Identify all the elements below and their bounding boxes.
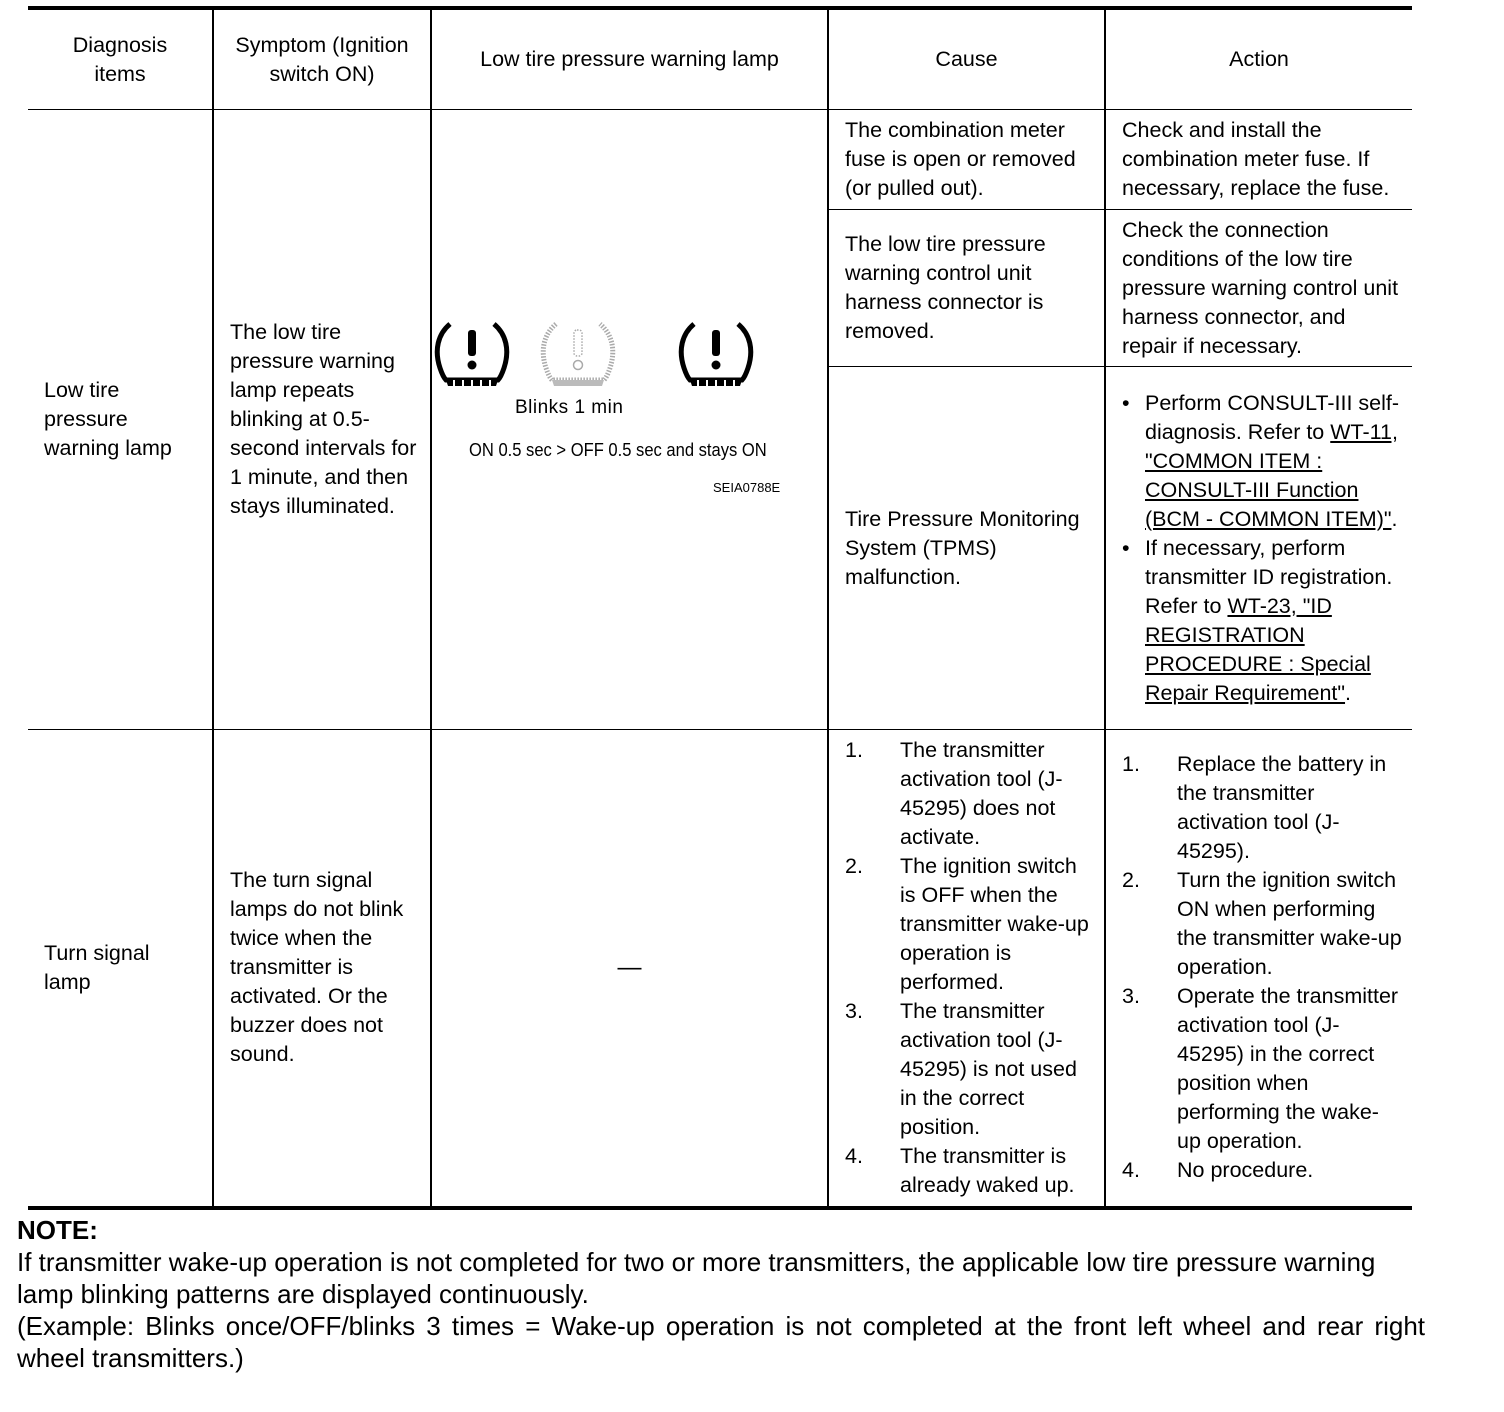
cause-cell: Tire Pressure Monitoring System (TPMS) malfunction. xyxy=(828,367,1105,730)
action-text-end: . xyxy=(1345,680,1352,705)
list-item: 3. The transmitter activation tool (J-45295) is not used in the correct position. xyxy=(845,998,1077,1139)
cause-cell: The low tire pressure warning control unit harness connector is removed. xyxy=(828,210,1105,367)
list-item: 4. No procedure. xyxy=(1122,1158,1314,1183)
symptom-turn-signal: The turn signal lamps do not blink twice when the transmitter is activated. Or the buzzer does not sound. xyxy=(213,730,431,1208)
cause-cell xyxy=(828,730,1105,1208)
action-cell xyxy=(1105,367,1412,730)
header-lamp: Low tire pressure warning lamp xyxy=(431,8,828,110)
action-text: If necessary, perform transmitter ID registration. Refer to xyxy=(1145,535,1393,618)
tire-pressure-warning-icon xyxy=(432,320,512,390)
action-numbered-list xyxy=(1122,750,1402,1185)
list-item: 2. Turn the ignition switch ON when performing the transmitter wake-up operation. xyxy=(1122,868,1402,980)
header-diagnosis-items: Diagnosis items xyxy=(28,8,213,110)
blink-sequence-label: ON 0.5 sec > OFF 0.5 sec and stays ON xyxy=(469,439,767,460)
cause-numbered-list xyxy=(845,736,1094,1200)
note-paragraph: If transmitter wake-up operation is not completed for two or more transmitters, the applicable low tire pressure warning lamp blinking patterns are displayed continuously. xyxy=(17,1247,1376,1309)
list-item xyxy=(1122,534,1402,708)
list-item: 3. Operate the transmitter activation tool (J-45295) in the correct position when performing the wake-up operation. xyxy=(1122,984,1399,1154)
diagnosis-item-turn-signal: Turn signal lamp xyxy=(44,940,150,994)
action-cell xyxy=(1105,730,1412,1208)
reference-link-wt11[interactable]: WT-11, "COMMON ITEM : CONSULT-III Function (BCM - COMMON ITEM)" xyxy=(1145,419,1398,531)
bullet-icon: • xyxy=(1122,535,1130,560)
blink-duration-label: Blinks 1 min xyxy=(515,396,624,418)
note-title: NOTE: xyxy=(17,1215,98,1245)
header-cause: Cause xyxy=(828,8,1105,110)
cause-cell: The combination meter fuse is open or removed (or pulled out). xyxy=(828,110,1105,210)
table-row xyxy=(28,110,1412,210)
note-section xyxy=(17,1214,1425,1374)
lamp-blink-figure xyxy=(432,320,828,520)
lamp-figure-cell xyxy=(431,110,828,730)
header-row xyxy=(28,8,1412,110)
action-text-end: . xyxy=(1391,506,1398,531)
list-item: 2. The ignition switch is OFF when the transmitter wake-up operation is performed. xyxy=(845,853,1089,994)
bullet-icon: • xyxy=(1122,390,1130,415)
figure-id: SEIA0788E xyxy=(713,479,781,495)
symptom-low-tire: The low tire pressure warning lamp repeats blinking at 0.5-second intervals for 1 minute, and then stays illuminated. xyxy=(213,110,431,730)
action-text: Perform CONSULT-III self-diagnosis. Refer to xyxy=(1145,390,1400,444)
action-bullet-list xyxy=(1122,389,1402,708)
diagnosis-table xyxy=(28,6,1412,1210)
list-item: 4. The transmitter is already waked up. xyxy=(845,1143,1075,1197)
tire-pressure-warning-dim-icon xyxy=(538,320,618,390)
header-symptom: Symptom (Ignition switch ON) xyxy=(213,8,431,110)
list-item: 1. Replace the battery in the transmitter activation tool (J-45295). xyxy=(1122,752,1387,864)
list-item xyxy=(1122,389,1402,534)
header-action: Action xyxy=(1105,8,1412,110)
note-example: (Example: Blinks once/OFF/blinks 3 times = Wake-up operation is not completed at the front left wheel and rear right wheel transmitters.) xyxy=(17,1311,1425,1373)
action-cell: Check the connection conditions of the low tire pressure warning control unit harness connector, and repair if necessary. xyxy=(1105,210,1412,367)
reference-link-wt23[interactable]: WT-23, "ID REGISTRATION PROCEDURE : Special Repair Requirement" xyxy=(1145,593,1371,705)
tire-pressure-warning-icon xyxy=(676,320,756,390)
list-item: 1. The transmitter activation tool (J-45295) does not activate. xyxy=(845,737,1063,849)
diagnosis-item-low-tire: Low tire pressure warning lamp xyxy=(28,110,213,730)
action-cell: Check and install the combination meter fuse. If necessary, replace the fuse. xyxy=(1105,110,1412,210)
table-row xyxy=(28,730,1412,1208)
lamp-none: — xyxy=(431,730,828,1208)
